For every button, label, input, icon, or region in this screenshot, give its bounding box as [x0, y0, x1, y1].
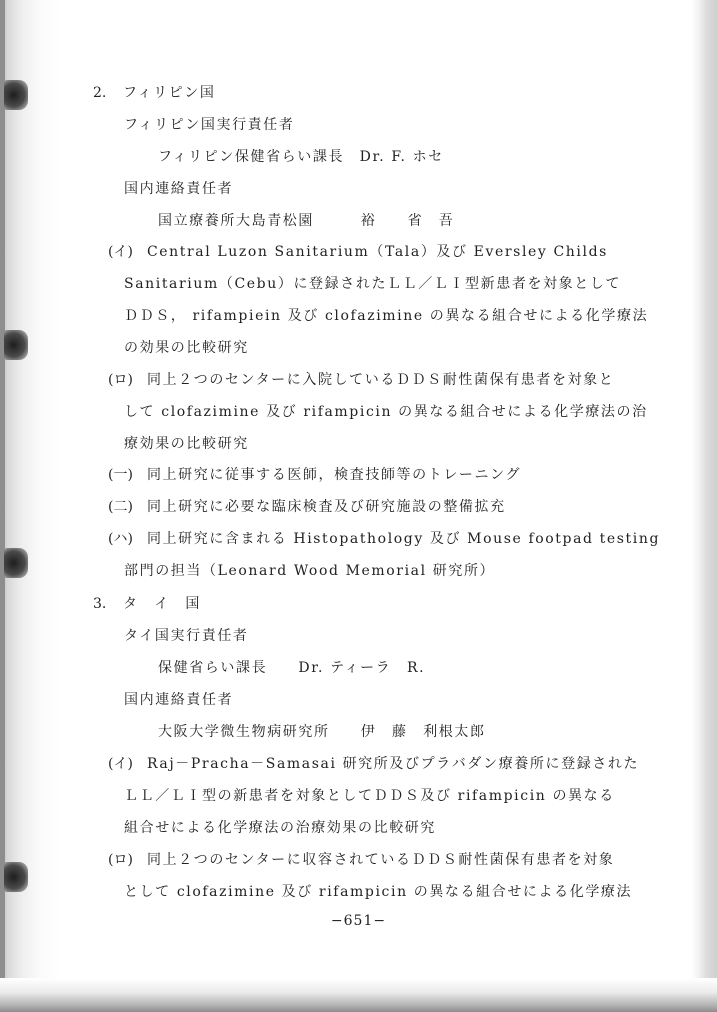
- left-page-shadow: [0, 0, 60, 1012]
- list-item-marker: [108, 466, 521, 484]
- binder-hole: [4, 548, 28, 578]
- item-text-line: 部門の担当（Leonard Wood Memorial 研究所）: [124, 563, 496, 579]
- page-number: −651−: [330, 913, 387, 929]
- item-text-line: 組合せによる化学療法の治療効果の比較研究: [124, 820, 436, 836]
- item-marker: (二): [108, 499, 133, 515]
- item-marker: (イ): [108, 756, 133, 772]
- item-text-line: ＬＬ／ＬＩ型の新患者を対象としてＤＤＳ及び rifampicin の異なる: [124, 788, 615, 804]
- right-page-edge: [691, 0, 717, 1012]
- item-text-line: して clofazimine 及び rifampicin の異なる組合せによる化学療法の治: [124, 404, 648, 420]
- item-text-line: 同上２つのセンターに入院しているＤＤＳ耐性菌保有患者を対象と: [146, 372, 615, 388]
- section-number: 2.: [93, 85, 107, 101]
- item-text-line: Raj－Pracha－Samasai 研究所及びプラバダン療養所に登録された: [146, 756, 640, 772]
- item-text-line: ＤＤＳ， rifampiein 及び clofazimine の異なる組合せによる化学療法: [124, 308, 649, 324]
- exec-name-thailand: 保健省らい課長 Dr. ティーラ R.: [158, 660, 426, 676]
- contact-title-thailand: 国内連絡責任者: [124, 692, 234, 708]
- list-item-marker: [108, 851, 614, 869]
- section-title: タ イ 国: [123, 596, 201, 612]
- exec-title-philippines: フィリピン国実行責任者: [124, 117, 295, 133]
- binder-hole: [4, 330, 28, 360]
- item-text-line: の効果の比較研究: [124, 340, 249, 356]
- list-item-marker: [108, 755, 639, 773]
- section-heading-philippines: [93, 84, 215, 102]
- exec-title-thailand: タイ国実行責任者: [124, 628, 249, 644]
- contact-name-thailand: 大阪大学微生物病研究所 伊 藤 利根太郎: [158, 724, 486, 740]
- item-text-line: 療効果の比較研究: [124, 436, 249, 452]
- section-number: 3.: [93, 596, 107, 612]
- item-marker: (ロ): [108, 852, 133, 868]
- item-marker: (イ): [108, 244, 133, 260]
- binder-hole: [4, 80, 28, 110]
- item-text-line: 同上２つのセンターに収容されているＤＤＳ耐性菌保有患者を対象: [146, 852, 615, 868]
- list-item-marker: [108, 498, 506, 516]
- item-text-line: 同上研究に必要な臨床検査及び研究施設の整備拡充: [146, 499, 506, 515]
- section-title: フィリピン国: [123, 85, 216, 101]
- item-text-line: 同上研究に含まれる Histopathology 及び Mouse footpad testing: [146, 531, 661, 547]
- bottom-page-edge: [0, 978, 717, 1012]
- item-text-line: Sanitarium（Cebu）に登録されたＬＬ／ＬＩ型新患者を対象として: [124, 276, 622, 292]
- contact-name-philippines: 国立療養所大島青松園 裕 省 吾: [158, 213, 455, 229]
- contact-title-philippines: 国内連絡責任者: [124, 181, 234, 197]
- binder-hole: [4, 862, 28, 892]
- exec-name-philippines: フィリピン保健省らい課長 Dr. F. ホセ: [158, 149, 444, 165]
- list-item-marker: [108, 530, 660, 548]
- section-heading-thailand: [93, 595, 201, 613]
- item-marker: (ハ): [108, 531, 133, 547]
- item-marker: (ロ): [108, 372, 133, 388]
- left-page-edge: [0, 0, 5, 1012]
- item-text-line: Central Luzon Sanitarium（Tala）及び Eversley Childs: [146, 244, 608, 260]
- item-text-line: 同上研究に従事する医師，検査技師等のトレーニング: [146, 467, 522, 483]
- list-item-marker: [108, 371, 614, 389]
- list-item-marker: [108, 243, 608, 261]
- item-text-line: として clofazimine 及び rifampicin の異なる組合せによる化学療法: [124, 884, 633, 900]
- item-marker: (一): [108, 467, 133, 483]
